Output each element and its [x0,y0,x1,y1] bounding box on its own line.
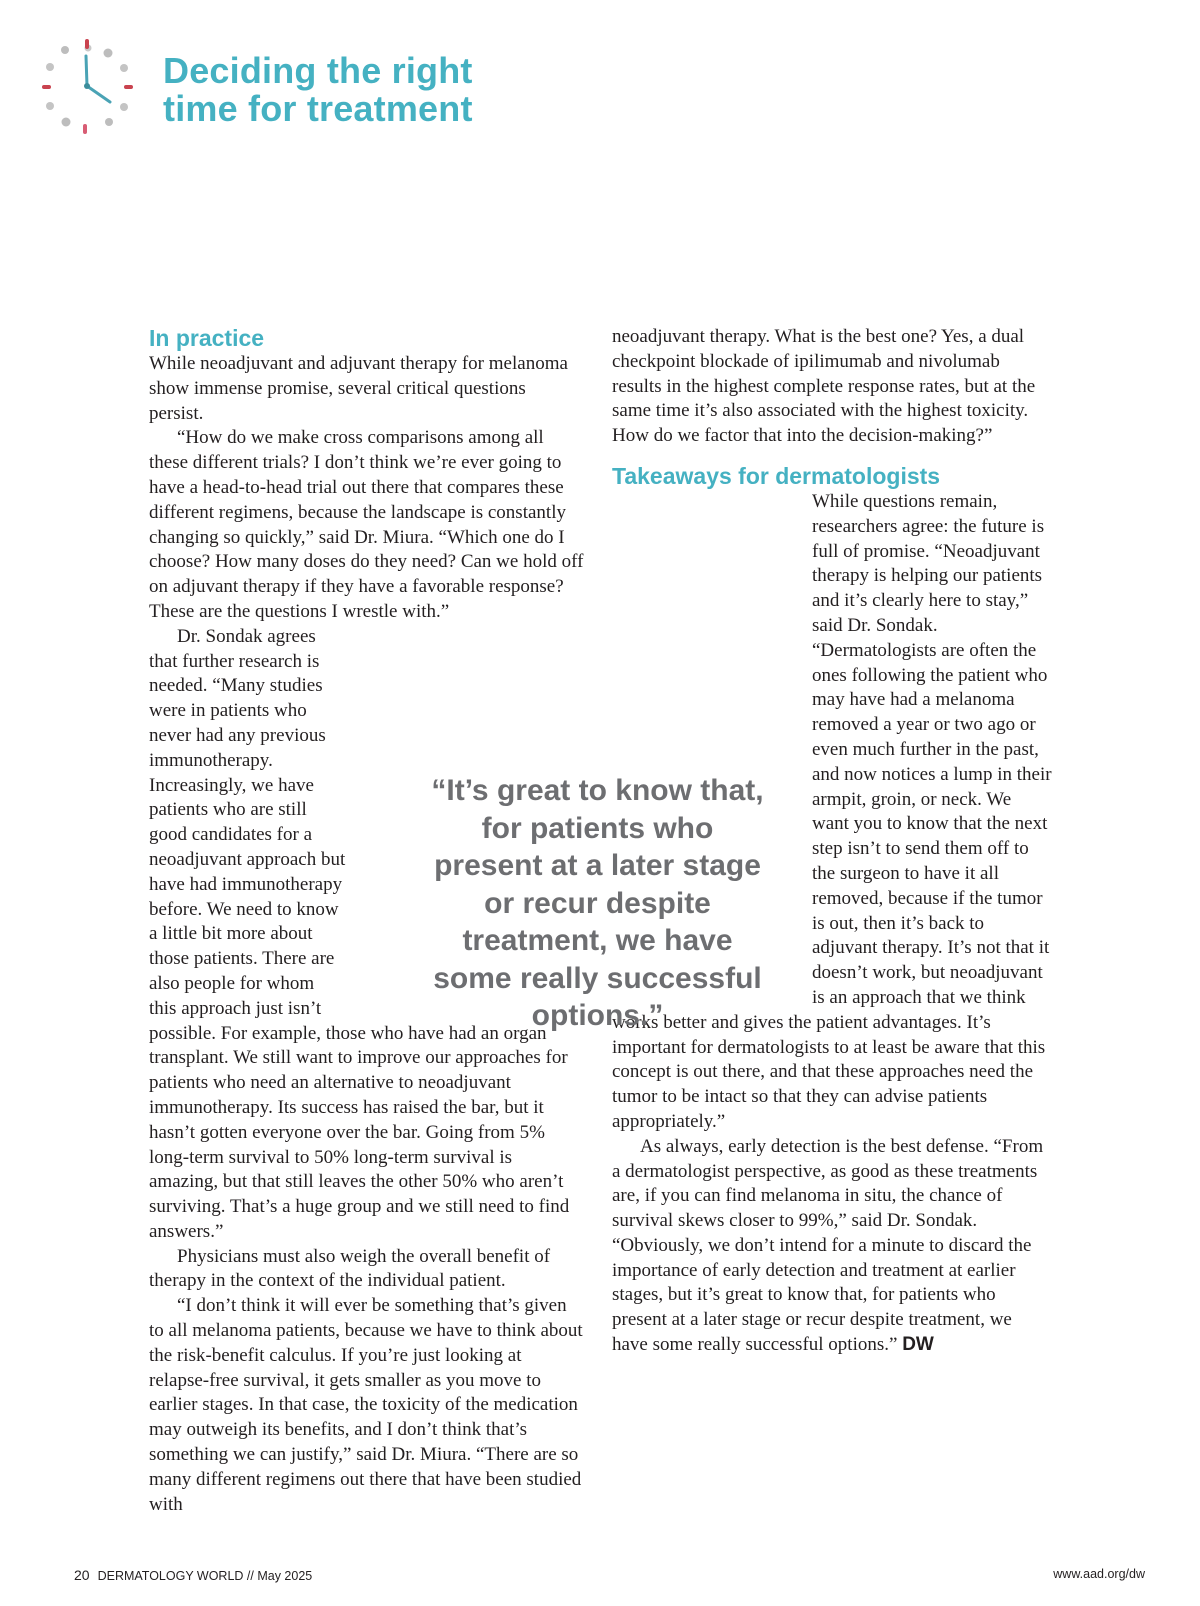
paragraph: neoadjuvant therapy. What is the best one? Yes, a dual checkpoint blockade of ipilimumab and nivolumab results in the highest complete response rates, but at the same time it’s also associated with the highest toxicity. How do we factor that into the decision-making?” [612,326,1036,447]
paragraph: Physicians must also weigh the overall benefit of therapy in the context of the individual patient. [149,1245,551,1292]
paragraph: “How do we make cross comparisons among all these different trials? I don’t think we’re ever going to have a head-to-head trial out there that compares these different regimens, because the landscape is constantly changing so quickly,” said Dr. Miura. “Which one do I choose? How many doses do they need? Can we hold off on adjuvant therapy if they have a favorable response? These are the questions I wrestle with.” [149,427,584,622]
signature: DW [902,1334,934,1356]
pull-quote: “It’s great to know that, for patients who present at a later stage or recur despite treatment, we have some really successful options.” [431,774,764,1032]
page-title [163,52,473,128]
paragraph: “I don’t think it will ever be something that’s given to all melanoma patients, because we have to think about the risk-benefit calculus. If you’re just looking at relapse-free survival, it gets smaller as you move to earlier stages. In that case, the toxicity of the medication may outweigh its benefits, and I don’t think that’s something we can justify,” said Dr. Miura. “There are so many different regimens out there that have been studied with [149,1295,583,1515]
footer-url[interactable]: www.aad.org/dw [1053,1567,1145,1581]
section-heading-takeaways: Takeaways for dermatologists [612,462,941,489]
paragraph-text: As always, early detection is the best defense. “From a dermatologist perspective, as good as these treatments are, if you can find melanoma in situ, the chance of survival skews closer to 99%,” said Dr. Sondak. “Obviously, we don’t intend for a minute to discard the importance of early detection and treatment at earlier stages, but it’s great to know that, for patients who present at a later stage or recur despite treatment, we have some really successful options.” [612,1135,1044,1356]
title-line-2: time for treatment [163,88,473,129]
title-line-1: Deciding the right [163,50,473,91]
paragraph [612,1135,1052,1358]
paragraph: While neoadjuvant and adjuvant therapy for melanoma show immense promise, several critical questions persist. [149,353,568,424]
publication-name: DERMATOLOGY WORLD // May 2025 [97,1569,313,1583]
pill-clock-icon [38,36,138,146]
footer-publication [74,1567,312,1583]
page-number: 20 [74,1567,90,1583]
paragraph: Dr. Sondak agrees that further research is needed. “Many studies were in patients who never had any previous immunotherapy. Increasingly, we have patients who are still good candidates for a neoadjuvant approach but have had immunotherapy before. We need to know a little bit more about those patients. There are also people for whom this approach just isn’t possible. For example, those who have had an organ transplant. We still want to improve our approaches for patients who need an alternative to neoadjuvant immunotherapy. Its success has raised the bar, but it hasn’t gotten everyone over the bar. Going from 5% long-term survival to 50% long-term survival is amazing, but that still leaves the other 50% who aren’t surviving. That’s a huge group and we still need to find answers.” [149,625,570,1242]
section-heading-in-practice: In practice [149,325,265,351]
paragraph: While questions remain, researchers agree: the future is full of promise. “Neoadjuvant therapy is helping our patients and it’s clearly here to stay,” said Dr. Sondak. “Dermatologists are often the ones following the patient who may have had a melanoma removed a year or two ago or even much further in the past, and now notices a lump in their armpit, groin, or neck. We want you to know that the next step isn’t to send them off to the surgeon to have it all removed, because if the tumor is out, then it’s back to adjuvant therapy. It’s not that it doesn’t work, but neoadjuvant is an approach that we think works better and gives the patient advantages. It’s important for dermatologists to at least be aware that this concept is out there, and that these approaches need the tumor to be intact so that they can advise patients appropriately.” [612,490,1052,1132]
